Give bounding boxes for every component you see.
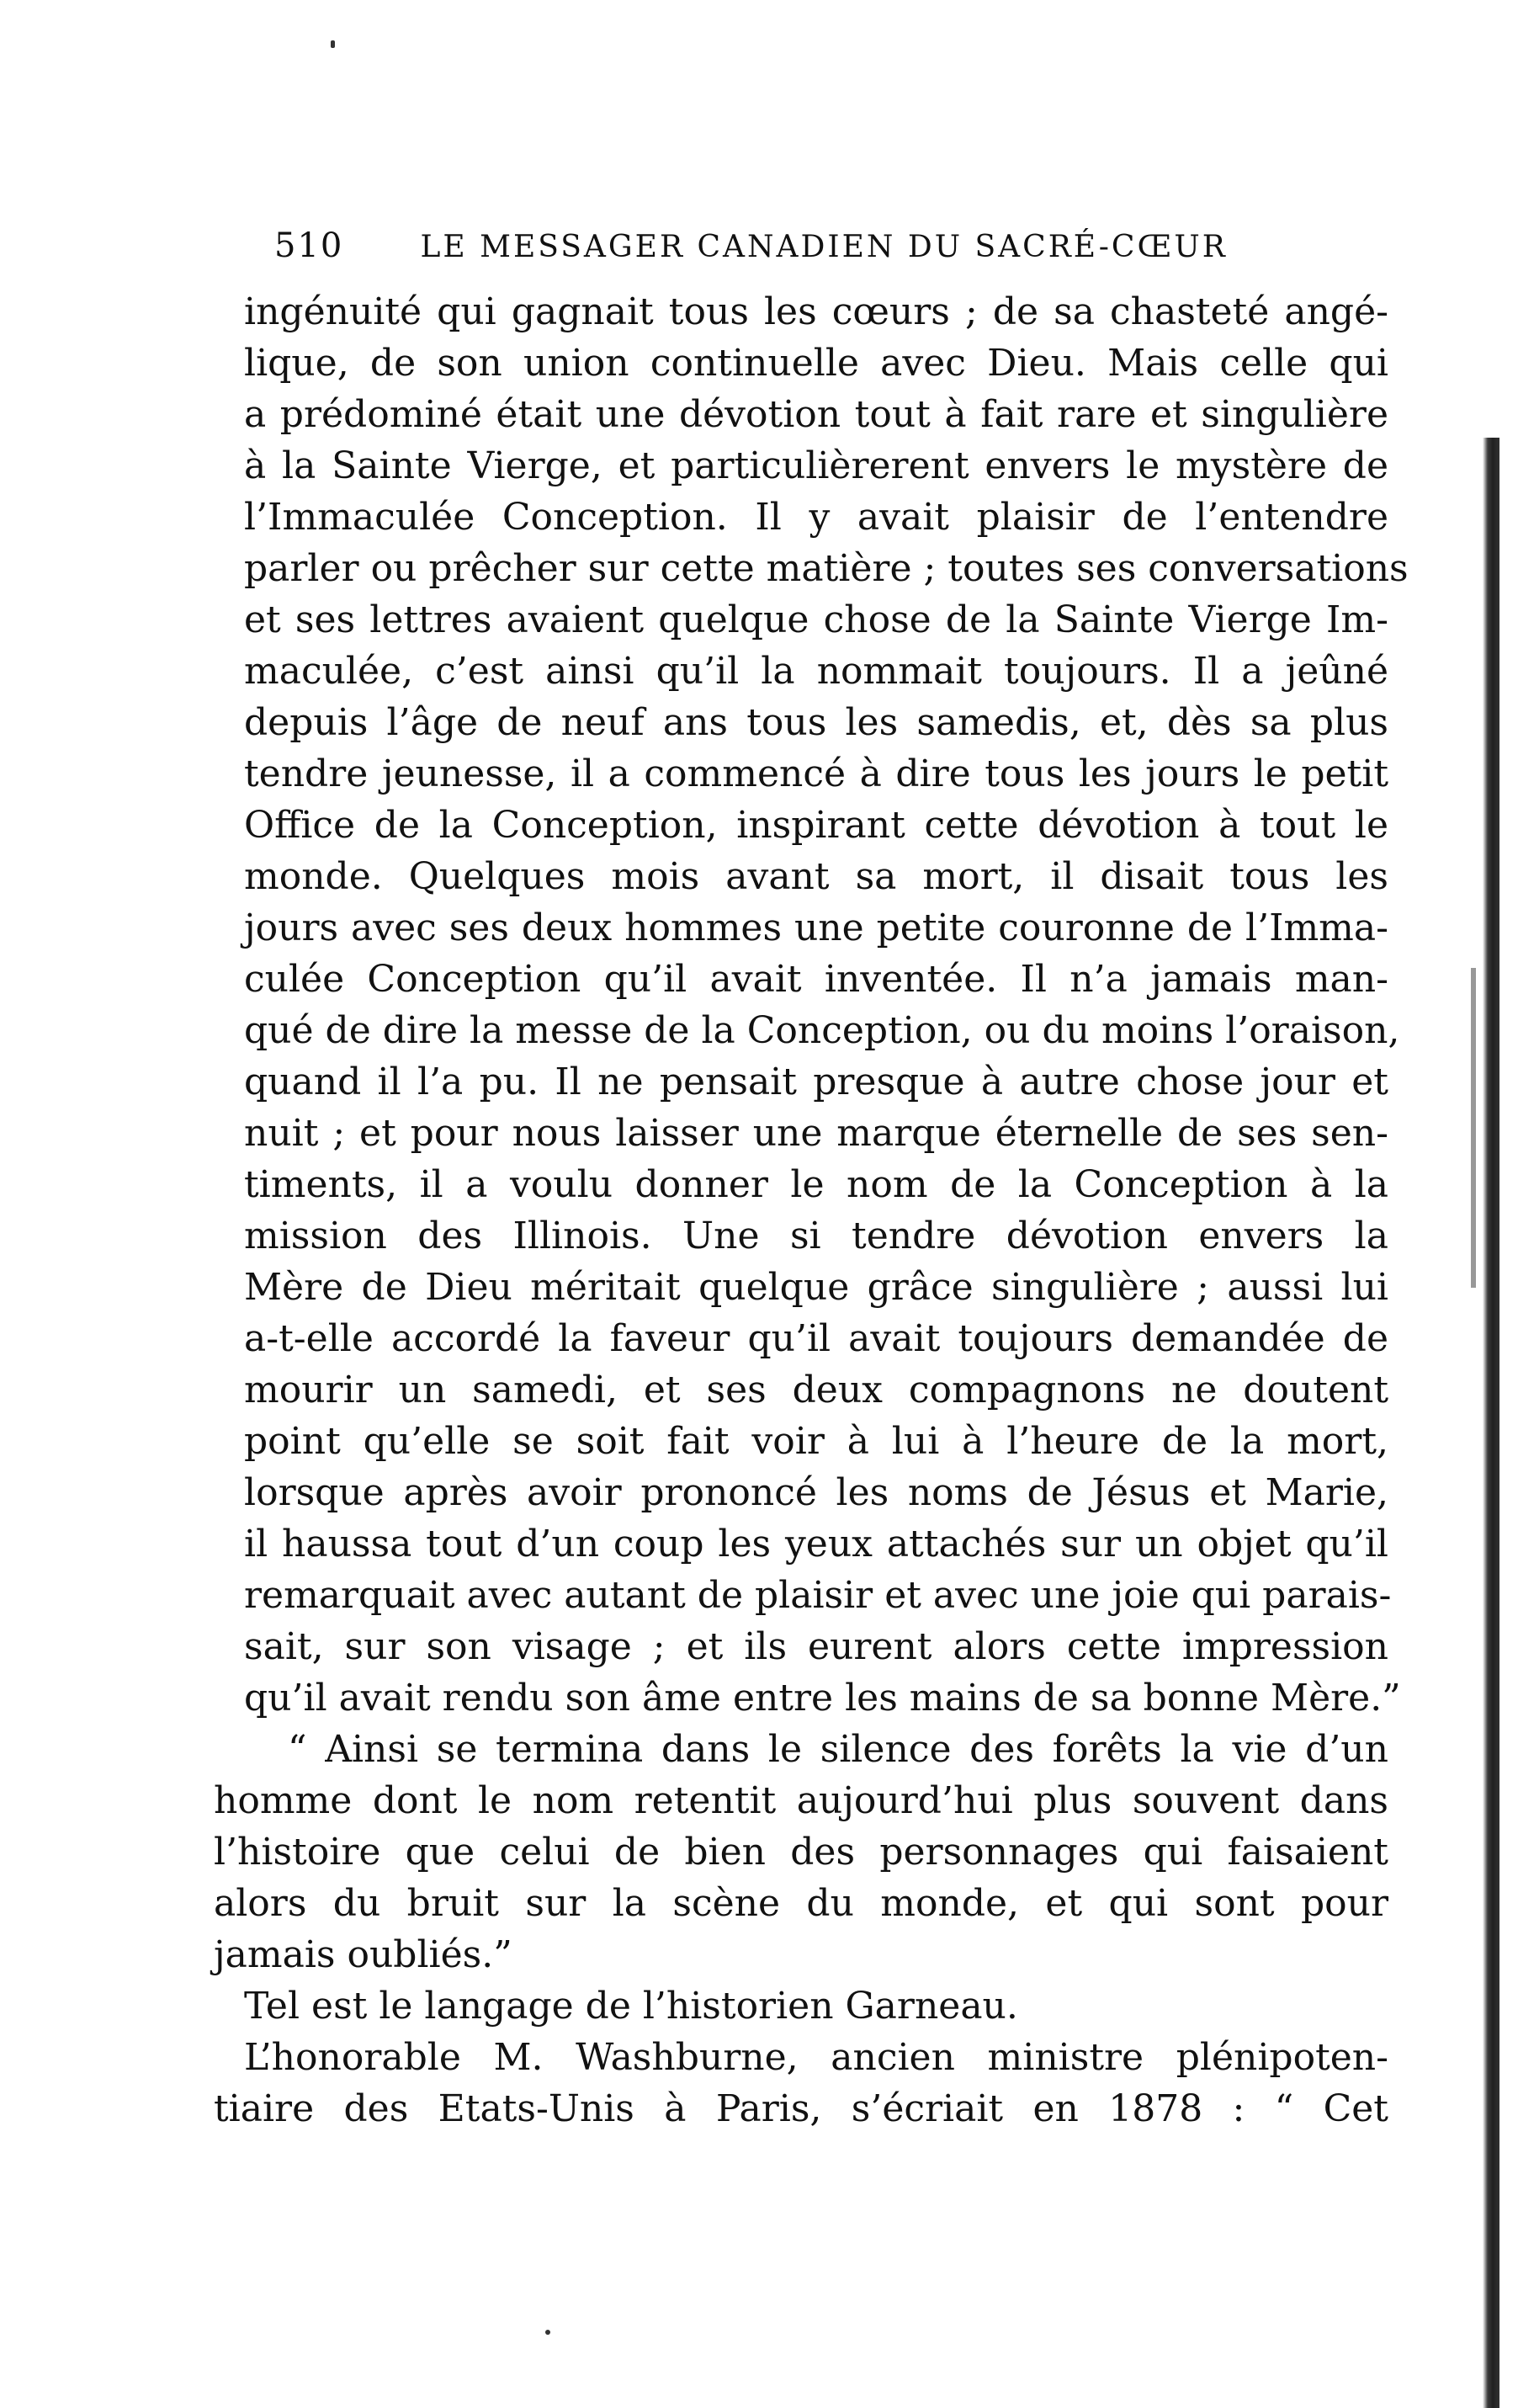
text-line: à la Sainte Vierge, et particulièrerent envers le mystère de (244, 444, 1388, 487)
text-line: qu’il avait rendu son âme entre les mains de sa bonne Mère.” (244, 1677, 1401, 1720)
text-line: parler ou prêcher sur cette matière ; toutes ses conversations (244, 547, 1409, 590)
text-line: il haussa tout d’un coup les yeux attachés sur un objet qu’il (244, 1523, 1388, 1565)
text-line: a prédominé était une dévotion tout à fait rare et singulière (244, 393, 1388, 436)
running-title: LE MESSAGER CANADIEN DU SACRÉ-CŒUR (420, 230, 1228, 264)
ink-speck (545, 2330, 550, 2335)
text-line: Tel est le langage de l’historien Garneau. (244, 1985, 1018, 2028)
text-line: point qu’elle se soit fait voir à lui à l’heure de la mort, (244, 1420, 1388, 1463)
text-line: l’Immaculée Conception. Il y avait plaisir de l’entendre (244, 496, 1388, 539)
text-line: quand il l’a pu. Il ne pensait presque à autre chose jour et (244, 1060, 1388, 1103)
text-line: lique, de son union continuelle avec Dieu. Mais celle qui (244, 342, 1388, 385)
text-line: depuis l’âge de neuf ans tous les samedis, et, dès sa plus (244, 701, 1388, 744)
text-line: lorsque après avoir prononcé les noms de Jésus et Marie, (244, 1471, 1388, 1514)
ink-speck (331, 40, 335, 48)
text-line: et ses lettres avaient quelque chose de la Sainte Vierge Im- (244, 598, 1388, 641)
text-line: jours avec ses deux hommes une petite couronne de l’Imma- (244, 906, 1388, 949)
page-number: 510 (274, 226, 344, 265)
text-line: timents, il a voulu donner le nom de la Conception à la (244, 1163, 1388, 1206)
text-line: Mère de Dieu méritait quelque grâce singulière ; aussi lui (244, 1266, 1388, 1309)
body-text (214, 286, 1409, 2134)
text-line: ingénuité qui gagnait tous les cœurs ; de sa chasteté angé- (244, 290, 1388, 333)
text-line: qué de dire la messe de la Conception, ou du moins l’oraison, (244, 1009, 1400, 1052)
text-line: homme dont le nom retentit aujourd’hui plus souvent dans (214, 1779, 1388, 1822)
text-line: mission des Illinois. Une si tendre dévotion envers la (244, 1215, 1388, 1257)
text-line: a-t-elle accordé la faveur qu’il avait toujours demandée de (244, 1317, 1388, 1360)
text-line: alors du bruit sur la scène du monde, et qui sont pour (214, 1882, 1388, 1925)
text-line: l’histoire que celui de bien des personnages qui faisaient (214, 1831, 1388, 1874)
text-line: maculée, c’est ainsi qu’il la nommait toujours. Il a jeûné (244, 650, 1388, 693)
scan-shadow (1471, 968, 1476, 1288)
text-line: “ Ainsi se termina dans le silence des forêts la vie d’un (288, 1728, 1388, 1771)
scan-edge-shadow (1483, 438, 1499, 2408)
page-header (274, 221, 1309, 271)
text-line: mourir un samedi, et ses deux compagnons ne doutent (244, 1369, 1388, 1411)
text-line: jamais oubliés.” (214, 1933, 512, 1976)
text-line: Office de la Conception, inspirant cette dévotion à tout le (244, 804, 1388, 847)
text-line: tiaire des Etats-Unis à Paris, s’écriait en 1878 : “ Cet (214, 2087, 1388, 2130)
text-line: tendre jeunesse, il a commencé à dire tous les jours le petit (244, 752, 1388, 795)
text-line: monde. Quelques mois avant sa mort, il disait tous les (244, 855, 1388, 898)
text-line: L’honorable M. Washburne, ancien ministre plénipoten- (244, 2036, 1388, 2079)
text-line: sait, sur son visage ; et ils eurent alors cette impression (244, 1625, 1388, 1668)
text-line: culée Conception qu’il avait inventée. Il n’a jamais man- (244, 958, 1388, 1001)
text-line: nuit ; et pour nous laisser une marque éternelle de ses sen- (244, 1112, 1388, 1155)
text-line: remarquait avec autant de plaisir et avec une joie qui parais- (244, 1574, 1392, 1617)
